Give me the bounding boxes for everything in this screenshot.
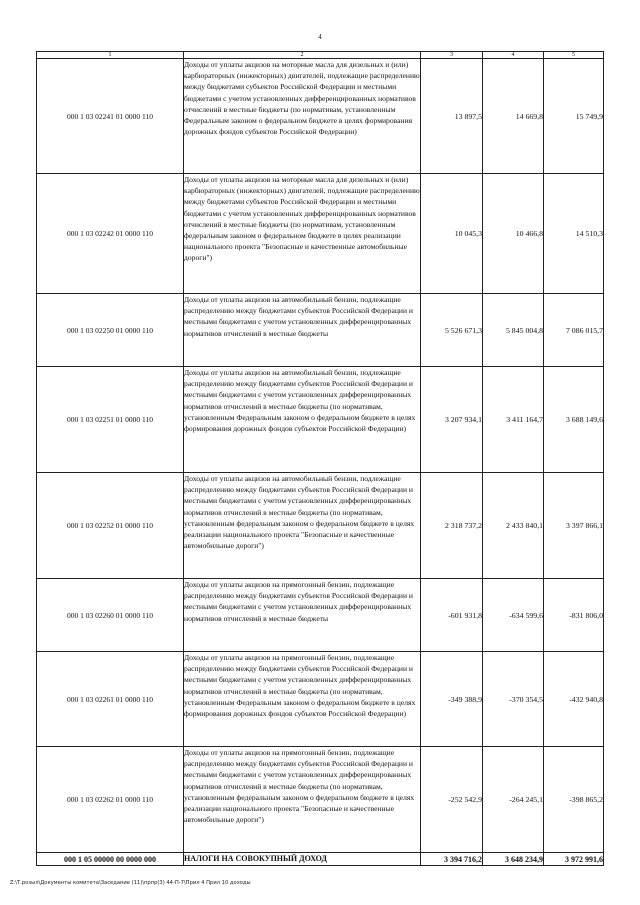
value-col5: 15 749,9 <box>544 59 604 174</box>
value-col3: -349 388,9 <box>421 652 483 747</box>
column-header: 2 <box>184 52 421 59</box>
budget-code: 000 1 03 02252 01 0000 110 <box>37 473 184 579</box>
value-col3: 3 394 716,2 <box>421 853 483 866</box>
value-col5: 7 086 015,7 <box>544 294 604 367</box>
budget-code: 000 1 03 02261 01 0000 110 <box>37 652 184 747</box>
revenue-table <box>36 51 604 866</box>
revenue-description: Доходы от уплаты акцизов на прямогонный бензин, подлежащие распределению между бюджетами субъектов Российской Федерации и местными бюджетами с учетом установленных дифференцированных нормативов отчислений в местные бюджеты <box>184 579 421 652</box>
file-path-footer: Z:\Т.розыл\Документы комитета\Заседание (11)\прпр(3) 44-П-7\Прил 4 Прил 10 доходы <box>10 880 251 886</box>
value-col4: -370 354,5 <box>483 652 544 747</box>
value-col4: 3 648 234,9 <box>483 853 544 866</box>
value-col5: 3 972 991,6 <box>544 853 604 866</box>
table-row <box>37 59 604 174</box>
value-col5: -398 865,2 <box>544 747 604 853</box>
budget-code: 000 1 03 02260 01 0000 110 <box>37 579 184 652</box>
table-row <box>37 747 604 853</box>
budget-code: 000 1 03 02251 01 0000 110 <box>37 367 184 473</box>
column-number-row <box>37 52 604 59</box>
value-col3: -252 542,9 <box>421 747 483 853</box>
value-col5: 14 510,3 <box>544 174 604 294</box>
revenue-description: Доходы от уплаты акцизов на автомобильный бензин, подлежащие распределению между бюджетами субъектов Российской Федерации и местными бюджетами с учетом установленных дифференцированных нормативов отчислений в местные бюджеты <box>184 294 421 367</box>
table-row <box>37 294 604 367</box>
value-col5: 3 397 866,1 <box>544 473 604 579</box>
total-row <box>37 853 604 866</box>
value-col5: -831 806,0 <box>544 579 604 652</box>
revenue-description: Доходы от уплаты акцизов на прямогонный бензин, подлежащие распределению между бюджетами субъектов Российской Федерации и местными бюджетами с учетом установленных дифференцированных нормативов отчислений в местные бюджеты (по нормативам, установленным федеральным законом о федеральном бюджете в целях реализации национального проекта "Безопасные и качественные автомобильные дороги") <box>184 747 421 853</box>
table-row <box>37 579 604 652</box>
revenue-description: НАЛОГИ НА СОВОКУПНЫЙ ДОХОД <box>184 853 421 866</box>
table-row <box>37 652 604 747</box>
value-col3: -601 931,8 <box>421 579 483 652</box>
value-col3: 10 045,3 <box>421 174 483 294</box>
budget-code: 000 1 03 02250 01 0000 110 <box>37 294 184 367</box>
column-header: 3 <box>421 52 483 59</box>
value-col4: 14 669,8 <box>483 59 544 174</box>
value-col4: 5 845 004,8 <box>483 294 544 367</box>
value-col3: 5 526 671,3 <box>421 294 483 367</box>
value-col5: -432 940,8 <box>544 652 604 747</box>
revenue-description: Доходы от уплаты акцизов на автомобильный бензин, подлежащие распределению между бюджетами субъектов Российской Федерации и местными бюджетами с учетом установленных дифференцированных нормативов отчислений в местные бюджеты (по нормативам, установленным федеральным законом о федеральном бюджете в целях реализации национального проекта "Безопасные и качественные автомобильные дороги") <box>184 473 421 579</box>
value-col4: 3 411 164,7 <box>483 367 544 473</box>
value-col3: 13 897,5 <box>421 59 483 174</box>
value-col4: -634 599,6 <box>483 579 544 652</box>
value-col4: 2 433 840,1 <box>483 473 544 579</box>
column-header: 5 <box>544 52 604 59</box>
value-col4: 10 466,8 <box>483 174 544 294</box>
value-col5: 3 688 149,6 <box>544 367 604 473</box>
value-col3: 2 318 737,2 <box>421 473 483 579</box>
page-number: 4 <box>318 33 322 41</box>
revenue-description: Доходы от уплаты акцизов на моторные масла для дизельных и (или) карбюраторных (инжекторных) двигателей, подлежащие распределению между бюджетами субъектов Российской Федерации и местными бюджетами с учетом установленных дифференцированных нормативов отчислений в местные бюджеты (по нормативам, установленным Федеральным законом о федеральном бюджете в целях формирования дорожных фондов субъектов Российской Федерации) <box>184 59 421 174</box>
revenue-description: Доходы от уплаты акцизов на прямогонный бензин, подлежащие распределению между бюджетами субъектов Российской Федерации и местными бюджетами с учетом установленных дифференцированных нормативов отчислений в местные бюджеты (по нормативам, установленным Федеральным законом о федеральном бюджете в целях формирования дорожных фондов субъектов Российской Федерации) <box>184 652 421 747</box>
table-row <box>37 174 604 294</box>
table-row <box>37 473 604 579</box>
budget-code: 000 1 05 00000 00 0000 000 <box>37 853 184 866</box>
column-header: 1 <box>37 52 184 59</box>
revenue-description: Доходы от уплаты акцизов на моторные масла для дизельных и (или) карбюраторных (инжекторных) двигателей, подлежащие распределению между бюджетами субъектов Российской Федерации и местными бюджетами с учетом установленных дифференцированных нормативов отчислений в местные бюджеты (по нормативам, установленным федеральным законом о федеральном бюджете в целях реализации национального проекта "Безопасные и качественные автомобильные дороги") <box>184 174 421 294</box>
budget-code: 000 1 03 02241 01 0000 110 <box>37 59 184 174</box>
value-col4: -264 245,1 <box>483 747 544 853</box>
revenue-description: Доходы от уплаты акцизов на автомобильный бензин, подлежащие распределению между бюджетами субъектов Российской Федерации и местными бюджетами с учетом установленных дифференцированных нормативов отчислений в местные бюджеты (по нормативам, установленным Федеральным законом о федеральном бюджете в целях формирования дорожных фондов субъектов Российской Федерации) <box>184 367 421 473</box>
table-row <box>37 367 604 473</box>
value-col3: 3 207 934,1 <box>421 367 483 473</box>
budget-code: 000 1 03 02242 01 0000 110 <box>37 174 184 294</box>
budget-code: 000 1 03 02262 01 0000 110 <box>37 747 184 853</box>
column-header: 4 <box>483 52 544 59</box>
